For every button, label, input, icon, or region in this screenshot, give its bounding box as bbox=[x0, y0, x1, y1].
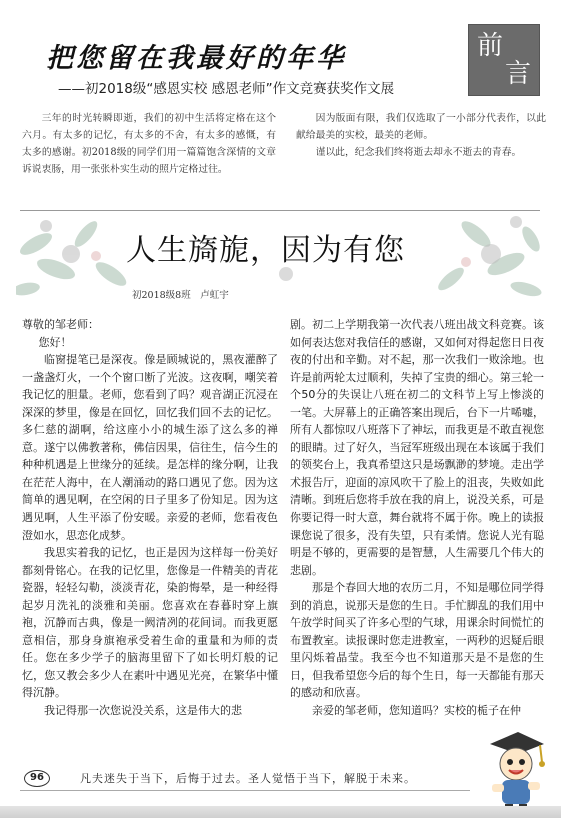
page-subtitle: ——初2018级“感恩实校 感恩老师”作文竞赛获奖作文展 bbox=[58, 81, 395, 97]
intro-paragraph: 因为版面有限，我们仅选取了一小部分代表作，以此献给最美的实校，最美的老师。 bbox=[296, 113, 546, 141]
badge-char-2: 言 bbox=[505, 59, 532, 89]
body-paragraph: 我记得那一次您说没关系，这是伟大的悲 bbox=[44, 704, 242, 718]
body-paragraph: 剧。初二上学期我第一次代表八班出战文科竞赛。该如何表达您对我信任的感谢，又如何对得起您日日夜夜的付出和辛勤。对不起，那一次我们一败涂地。也许是前两轮太过顺利，失掉了宝贵的细心。第三轮一个50分的失误让八班在初二的文科节上写上惨淡的一笔。大屏幕上的正确答案出现后，台下一片唏嘘，所有人都惊叹八班落下了神坛，而我更是不敢直视您的眼睛。过了好久，当冠军班级出现在本该属于我们的领奖台上，我真希望这只是场飘渺的梦境。走出学术报告厅，迎面的凉风吹干了脸上的沮丧，失败如此清晰。到班后您将手放在我的肩上，说没关系，可是你要记得一时大意，舞台就将不属于你。晚上的读报课您说了很多，没有失望，只有柔情。您说人光有聪明是不够的，更需要的是智慧，人生需要几个伟大的悲剧。 bbox=[290, 318, 544, 577]
body-paragraph: 亲爱的邹老师，您知道吗？实校的栀子在仲 bbox=[312, 704, 521, 718]
intro-left-column bbox=[22, 110, 276, 178]
intro-paragraph: 三年的时光转瞬即逝，我们的初中生活将定格在这个六月。有太多的记忆，有太多的不舍，有太多的感慨，有太多的感谢。初2018级的同学们用一篇篇饱含深情的文章诉说衷肠，用一张张朴实生动的照片定格过往。 bbox=[22, 113, 276, 175]
page-title: 把您留在我最好的年华 bbox=[46, 43, 346, 74]
article-byline: 初2018级8班 卢虹宇 bbox=[132, 290, 229, 301]
graduate-mascot-icon bbox=[478, 722, 548, 812]
body-paragraph: 那是个春回大地的农历二月，不知是哪位同学得到的消息，说那天是您的生日。手忙脚乱的我们用中午放学时间买了许多心型的气球，用课余时间慌忙的布置教室。读报课时您走进教室，一两秒的迟疑后眼里闪烁着晶莹。我至今也不知道那天是不是您的生日，但我希望您今后的每个生日，每一天都能有那天的感动和欣喜。 bbox=[290, 581, 544, 700]
page-edge-shadow bbox=[0, 806, 561, 818]
intro-paragraph: 谨以此，纪念我们终将逝去却永不逝去的青春。 bbox=[315, 147, 522, 158]
salutation: 尊敬的邹老师： bbox=[22, 318, 99, 331]
body-paragraph: 临窗提笔已是深夜。像是顾城说的，黑夜灌醉了一盏盏灯火，一个个窗口断了光波。这夜啊，嘲笑着我记忆的胆量。老师，您看到了吗？观音湖正沉浸在深深的梦里，像是在回忆，回忆我们回不去的记忆。多仁慈的湖啊，给这座小小的城生添了这么多的禅意。遂宁以佛教著称，佛信因果，信往生，信今生的种种机遇是上世缘分的延续。是怎样的缘分啊，让我在茫茫人海中，在人潮涌动的路口遇见了您。因为这简单的遇见啊，在空闲的日子里多了份知足。因为这遇见啊，人生平添了份安暖。亲爱的老师，您看夜色澄如水，思恋化成梦。 bbox=[22, 353, 278, 542]
preface-badge bbox=[468, 24, 540, 96]
greeting: 您好！ bbox=[38, 335, 72, 349]
footer-quote: 凡夫迷失于当下，后悔于过去。圣人觉悟于当下，解脱于未来。 bbox=[80, 772, 416, 785]
article-title: 人生旖旎，因为有您 bbox=[126, 233, 405, 268]
page-number: 96 bbox=[24, 770, 50, 787]
footer-rule bbox=[20, 790, 470, 791]
body-paragraph: 我思实着我的记忆，也正是因为这样每一份美好都刻骨铭心。在我的记忆里，您像是一件精美的青花瓷器，轻轻勾勒，淡淡青花，染韵悔晕，是一种经得起岁月洗礼的淡雅和美丽。您喜欢在春暮时穿上旗袍，沉静而古典，像是一阙清冽的花间词。而我更愿意相信，那身身旗袍承受着生命的重量和为师的责任。您在多少学子的脑海里留下了如长明灯般的记忆，您又教会多少人在素叶中遇见光亮，在繁华中懂得沉静。 bbox=[22, 546, 278, 700]
badge-char-1: 前 bbox=[477, 31, 504, 61]
intro-right-column bbox=[296, 110, 546, 161]
section-divider bbox=[20, 210, 540, 211]
article-right-column bbox=[290, 316, 544, 720]
article-left-column bbox=[22, 316, 278, 720]
